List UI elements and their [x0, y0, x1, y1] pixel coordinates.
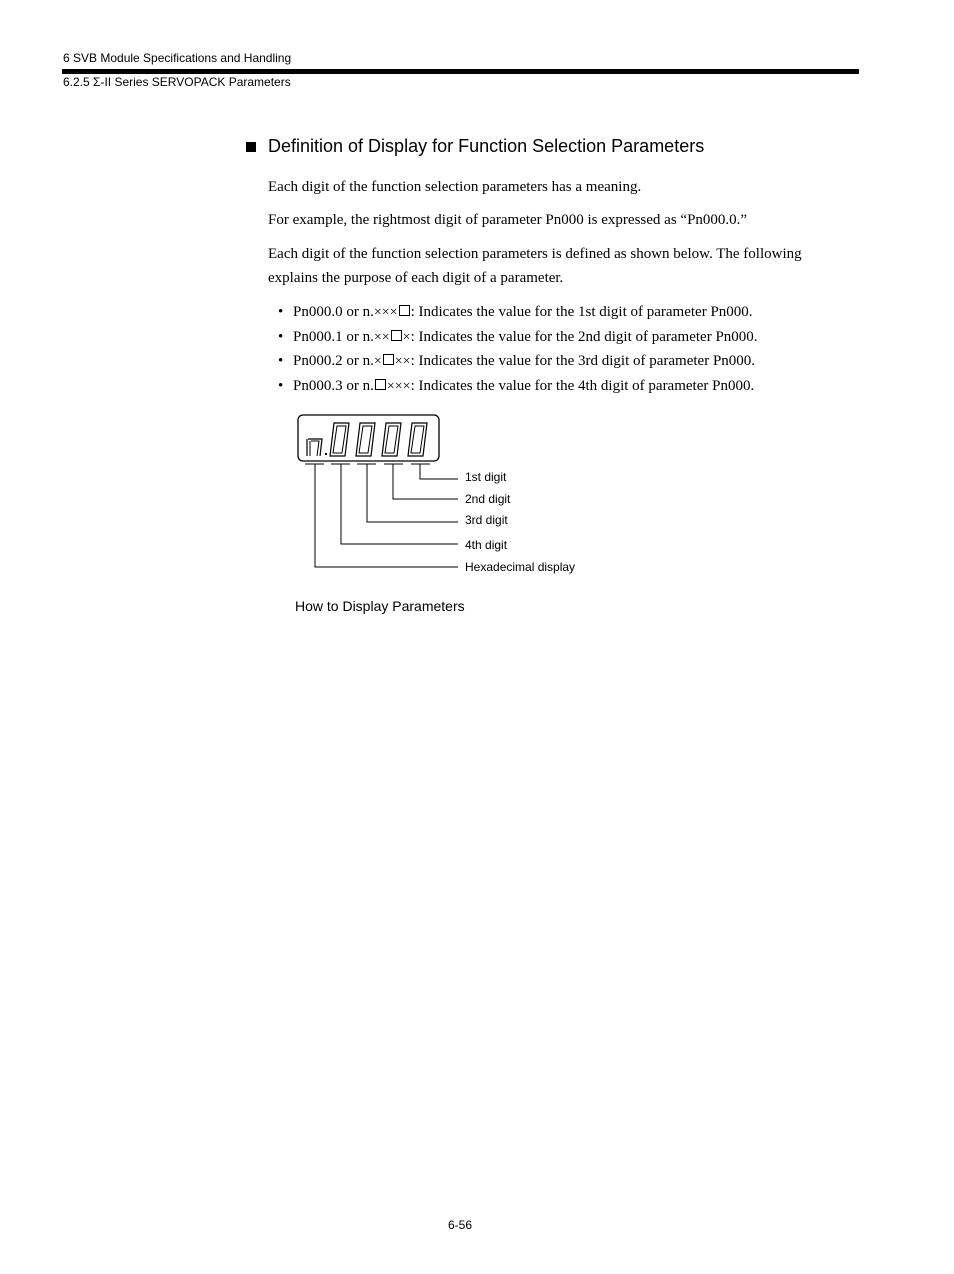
- bullet-dot-icon: •: [278, 328, 284, 345]
- digit-placeholder-x: ×: [386, 379, 395, 395]
- bullet-desc: : Indicates the value for the 1st digit of parameter Pn000.: [410, 304, 753, 320]
- digit-placeholder-x: ×: [402, 354, 411, 370]
- bullet-dot-icon: •: [278, 353, 284, 370]
- bullet-param: Pn000.3 or n.: [293, 378, 374, 395]
- bullet-desc: : Indicates the value for the 3rd digit of parameter Pn000.: [410, 353, 756, 370]
- digit-placeholder-x: ×: [381, 329, 390, 345]
- digit-placeholder-x: ×: [373, 354, 382, 370]
- digit-placeholder-x: ×: [389, 305, 398, 320]
- digit-placeholder-x: ×: [402, 379, 411, 395]
- digit-placeholder-x: ×: [373, 305, 382, 320]
- digit-placeholder-x: ×: [381, 305, 390, 320]
- parameter-display-diagram: [0, 0, 954, 620]
- digit-placeholder-x: ×: [373, 329, 382, 345]
- running-header-section: 6.2.5 Σ-II Series SERVOPACK Parameters: [63, 75, 291, 89]
- figure-caption: How to Display Parameters: [295, 598, 465, 614]
- label-1st-digit: 1st digit: [465, 470, 507, 484]
- section-heading-text: Definition of Display for Function Selection Parameters: [268, 136, 705, 156]
- bullet-param: Pn000.1 or n.: [293, 328, 374, 345]
- running-header-chapter: 6 SVB Module Specifications and Handling: [63, 51, 292, 65]
- bullet-param: Pn000.2 or n.: [293, 353, 374, 370]
- digit-placeholder-x: ×: [394, 379, 403, 395]
- digit-placeholder-x: ×: [402, 329, 411, 345]
- display-frame: [298, 415, 439, 461]
- label-3rd-digit: 3rd digit: [465, 513, 508, 527]
- paragraph-definition: Each digit of the function selection parameters is defined as shown below. The following explains the purpose of each digit of a parameter.: [268, 246, 802, 286]
- bullet-dot-icon: •: [278, 304, 284, 320]
- bullet-param: Pn000.0 or n.: [293, 304, 374, 320]
- bullet-desc: : Indicates the value for the 2nd digit of parameter Pn000.: [410, 328, 758, 345]
- paragraph-meaning: Each digit of the function selection parameters has a meaning.: [268, 179, 642, 195]
- label-4th-digit: 4th digit: [465, 538, 508, 552]
- bullet-dot-icon: •: [278, 378, 284, 395]
- label-hexadecimal-display: Hexadecimal display: [465, 560, 576, 574]
- digit-placeholder-x: ×: [394, 354, 403, 370]
- leader-lines: [315, 464, 458, 567]
- bullet-desc: : Indicates the value for the 4th digit of parameter Pn000.: [410, 378, 755, 395]
- page-number: 6-56: [448, 1218, 473, 1232]
- label-2nd-digit: 2nd digit: [465, 492, 511, 506]
- display-decimal-point: [325, 453, 327, 455]
- paragraph-example: For example, the rightmost digit of parameter Pn000 is expressed as “Pn000.0.”: [268, 212, 748, 228]
